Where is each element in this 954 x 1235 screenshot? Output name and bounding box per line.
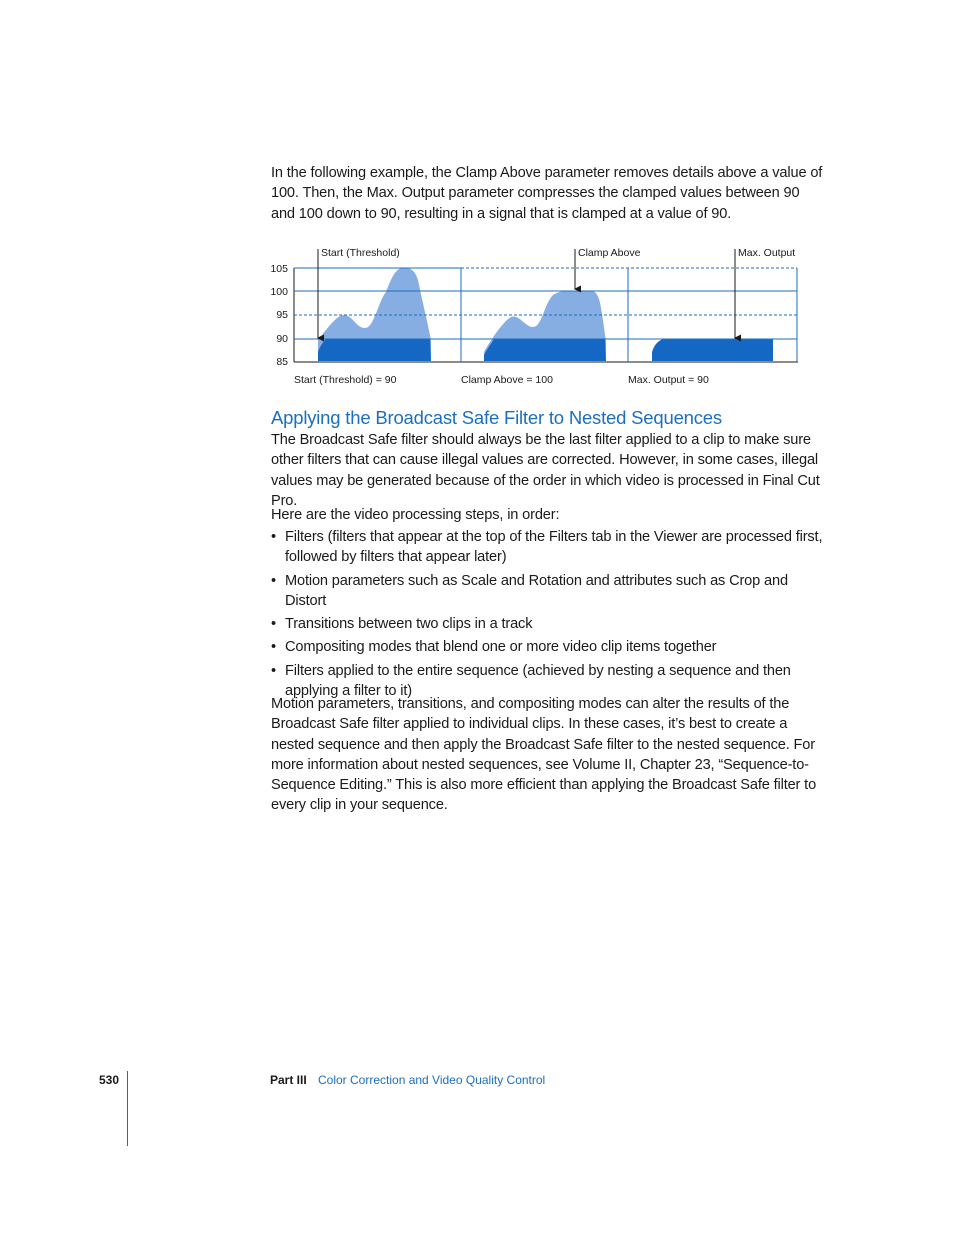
- processing-steps-list: [271, 527, 831, 704]
- panel2-signal-dark: [484, 339, 606, 361]
- list-item-text: Filters (filters that appear at the top of the Filters tab in the Viewer are processed first, followed by filters that appear later): [285, 529, 823, 566]
- footer-divider: [127, 1071, 128, 1146]
- label-clamp-value: Clamp Above = 100: [461, 374, 553, 386]
- section-heading: Applying the Broadcast Safe Filter to Nested Sequences: [271, 407, 722, 428]
- list-item-text: Compositing modes that blend one or more video clip items together: [285, 639, 717, 656]
- panel1-signal-dark: [318, 339, 431, 361]
- list-item: [271, 571, 831, 612]
- y-tick-85: 85: [276, 356, 288, 368]
- bullet-icon: •: [271, 572, 276, 589]
- y-tick-95: 95: [276, 309, 288, 321]
- y-tick-100: 100: [270, 286, 288, 298]
- body-paragraph-2: Here are the video processing steps, in order:: [271, 507, 560, 523]
- footer-chapter-title: Color Correction and Video Quality Control: [318, 1073, 546, 1087]
- label-max-output: Max. Output: [738, 247, 796, 259]
- list-item: [271, 637, 831, 657]
- footer-part-label: Part III: [270, 1073, 307, 1087]
- label-start-threshold: Start (Threshold): [321, 247, 400, 259]
- body-paragraph-3: Motion parameters, transitions, and compositing modes can alter the results of the Broadcast Safe filter applied to individual clips. In these cases, it’s best to create a nested sequence and then apply the Broadcast Safe filter to the nested sequence. For more information about nested sequences, see Volume II, Chapter 23, “Sequence-to-Sequence Editing.” This is also more efficient than applying the Broadcast Safe filter to every clip in your sequence.: [271, 696, 817, 814]
- broadcast-safe-figure: [266, 240, 806, 390]
- y-tick-105: 105: [270, 263, 288, 275]
- panel3-signal-dark: [652, 339, 773, 361]
- page-number: 530: [99, 1073, 120, 1087]
- bullet-icon: •: [271, 639, 276, 656]
- body-paragraph-1: The Broadcast Safe filter should always be the last filter applied to a clip to make sure other filters that can cause illegal values are corrected. However, in some cases, illegal values may be generated because of the order in which video is processed in Final Cut Pro.: [271, 432, 820, 509]
- bullet-icon: •: [271, 662, 276, 679]
- list-item: [271, 614, 831, 634]
- list-item-text: Transitions between two clips in a track: [285, 616, 533, 633]
- label-threshold-value: Start (Threshold) = 90: [294, 374, 397, 386]
- intro-paragraph: In the following example, the Clamp Above parameter removes details above a value of 100. Then, the Max. Output parameter compresses the clamped values between 90 and 100 down to 90, resulting in a signal that is clamped at a value of 90.: [271, 165, 823, 222]
- list-item-text: Filters applied to the entire sequence (achieved by nesting a sequence and then applying a filter to it): [285, 662, 791, 700]
- list-item: [271, 527, 831, 568]
- bullet-icon: •: [271, 616, 276, 633]
- label-max-output-value: Max. Output = 90: [628, 374, 709, 386]
- bullet-icon: •: [271, 529, 276, 545]
- list-item-text: Motion parameters such as Scale and Rotation and attributes such as Crop and Distort: [285, 572, 788, 609]
- y-tick-90: 90: [276, 333, 288, 345]
- label-clamp-above: Clamp Above: [578, 247, 641, 259]
